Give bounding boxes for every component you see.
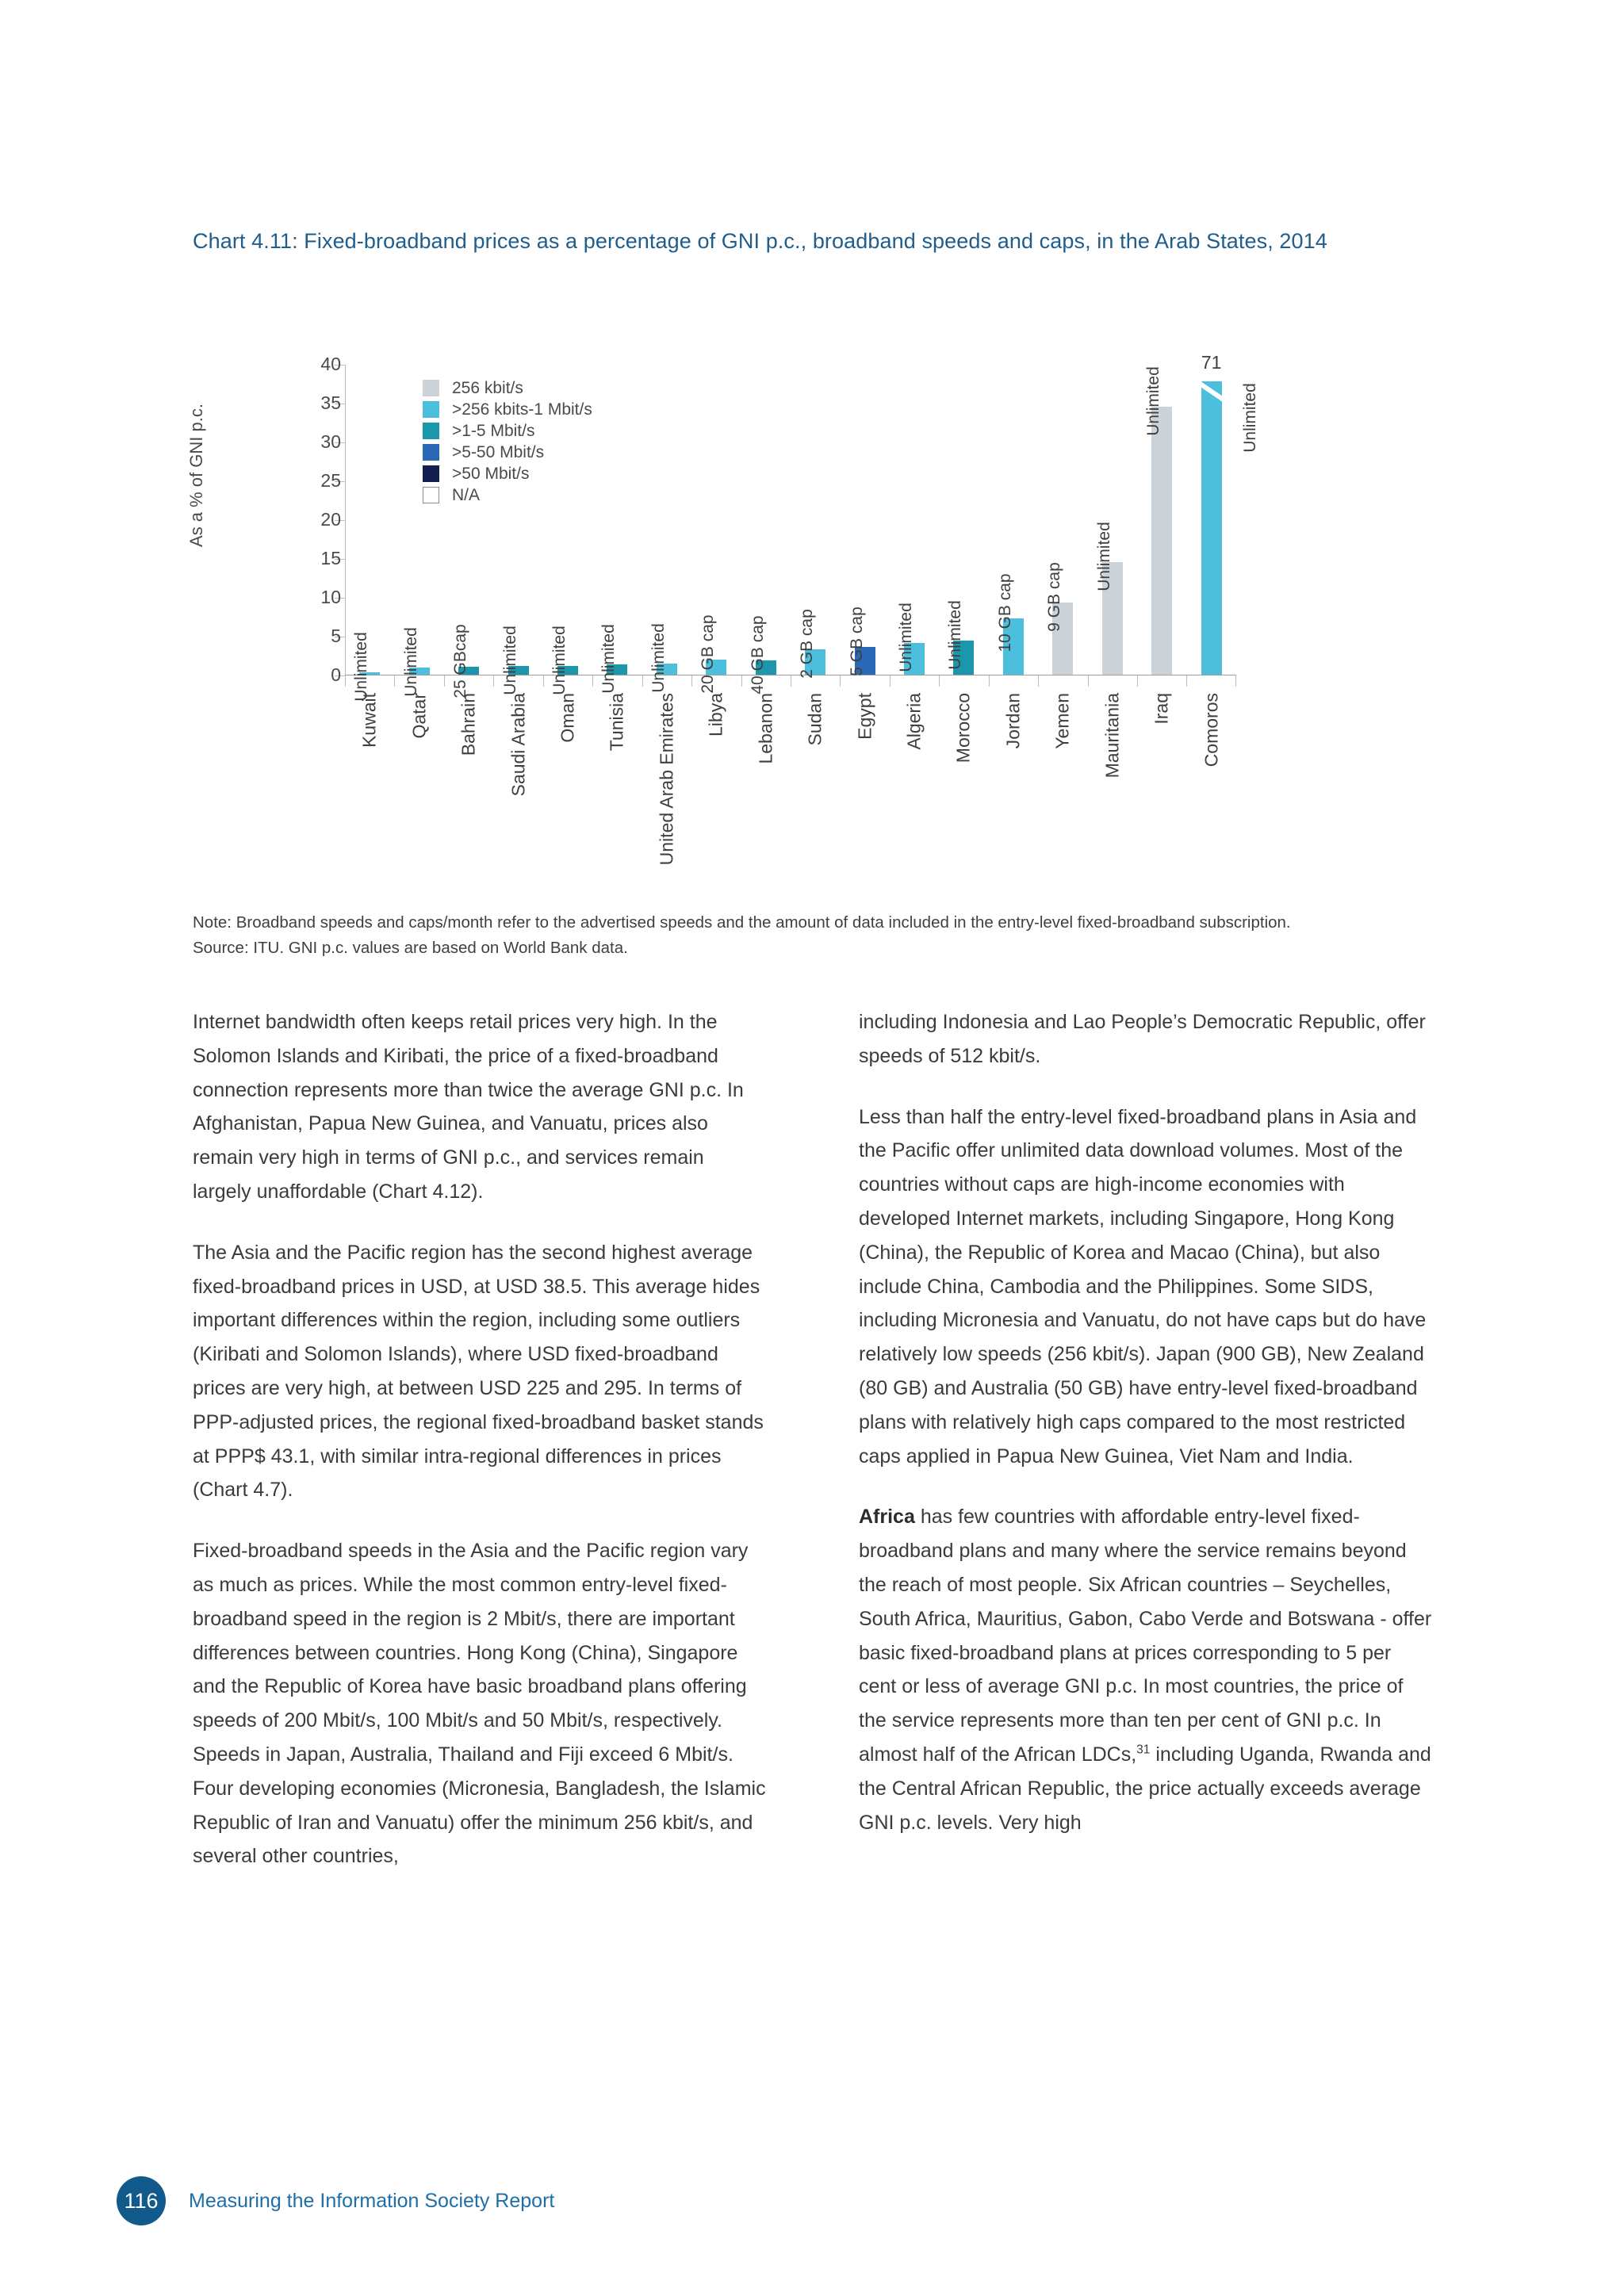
bar	[1201, 352, 1259, 675]
figure-notes	[193, 910, 1434, 961]
y-tick-label: 5	[331, 626, 341, 646]
bar	[897, 603, 925, 675]
legend-label: 256 kbit/s	[452, 378, 523, 397]
x-tick-mark	[691, 675, 741, 687]
x-axis-ticks	[345, 675, 1236, 687]
chart-figure	[186, 309, 1430, 896]
bar-cap-label: Unlimited	[352, 632, 371, 702]
bar-slot	[1038, 365, 1087, 675]
y-tick-label: 35	[320, 392, 341, 413]
paragraph: Less than half the entry-level fixed-broadband plans in Asia and the Pacific offer unlimited data download volumes. Most of the countries without caps are high-income economies with developed Internet markets, including Singapore, Hong Kong (China), the Republic of Korea and Macao (China), but also include China, Cambodia and the Philippines. Some SIDS, including Micronesia and Vanuatu, do not have caps but do have relatively low speeds (256 kbit/s). Japan (900 GB), New Zealand (80 GB) and Australia (50 GB) have entry-level fixed-broadband plans with relatively high caps compared to the most restricted caps applied in Papua New Guinea, Viet Nam and India.	[859, 1105, 1427, 1468]
x-tick-mark	[592, 675, 642, 687]
bar-cap-label: 25 GBcap	[451, 624, 470, 698]
figure-source: Source: ITU. GNI p.c. values are based on World Bank data.	[193, 939, 628, 957]
bar-cap-label: Unlimited	[500, 626, 519, 695]
x-label-cell	[691, 688, 741, 918]
bar-cap-label: Unlimited	[1240, 383, 1259, 453]
legend-label: >256 kbits-1 Mbit/s	[452, 400, 592, 419]
bar-cap-label: 9 GB cap	[1045, 562, 1064, 632]
x-label-cell	[1186, 688, 1235, 918]
bar-cap-label: 10 GB cap	[995, 573, 1014, 653]
legend-label: >50 Mbit/s	[452, 464, 530, 483]
x-label-cell	[592, 688, 642, 918]
bar-series	[345, 352, 1259, 702]
bar	[699, 614, 726, 695]
x-label-cell	[1038, 688, 1087, 918]
bar	[798, 608, 825, 679]
country-label: Qatar	[408, 693, 430, 739]
x-label-cell	[840, 688, 889, 918]
bar-slot	[345, 365, 394, 702]
bar-cap-label: Unlimited	[649, 623, 668, 694]
africa-lead-in: Africa	[859, 1506, 915, 1529]
y-tick-label: 10	[320, 587, 341, 607]
country-label: Morocco	[952, 693, 974, 763]
bar-slot	[691, 365, 741, 695]
bar-slot	[493, 365, 542, 695]
x-tick-mark	[989, 675, 1038, 687]
figure-note: Note: Broadband speeds and caps/month refer to the advertised speeds and the amount of data included in the entry-level fixed-broadband subscription.	[193, 913, 1291, 932]
x-label-cell	[642, 688, 691, 918]
bar-slot	[642, 365, 691, 694]
bar-slot	[394, 365, 443, 697]
country-label: Mauritania	[1101, 693, 1123, 779]
y-tick-label: 15	[320, 548, 341, 568]
bar-slot	[741, 365, 791, 695]
bar-cap-label: 5 GB cap	[847, 606, 866, 676]
country-label: Jordan	[1002, 693, 1024, 749]
x-label-cell	[394, 688, 443, 918]
x-tick-mark	[1038, 675, 1087, 687]
country-label: Bahrain	[458, 693, 479, 756]
y-tick-label: 20	[320, 509, 341, 530]
report-title: Measuring the Information Society Report	[189, 2189, 555, 2212]
legend-label: N/A	[452, 485, 481, 504]
body-column-right	[859, 1005, 1434, 1866]
country-label: Libya	[705, 693, 726, 737]
x-label-cell	[1137, 688, 1186, 918]
y-axis-title: As a % of GNI p.c.	[186, 404, 206, 547]
bar-cap-label: Unlimited	[897, 603, 916, 672]
bar	[599, 624, 627, 695]
bar-value-label: 71	[1201, 352, 1222, 373]
bar-slot	[939, 365, 988, 675]
country-label: United Arab Emirates	[656, 693, 677, 866]
bar-slot	[989, 365, 1038, 675]
bar-slot	[592, 365, 642, 695]
x-tick-mark	[394, 675, 443, 687]
x-tick-mark	[791, 675, 840, 687]
chart-caption: Chart 4.11: Fixed-broadband prices as a percentage of GNI p.c., broadband speeds and caps, in the Arab States, 2014	[193, 229, 1327, 253]
country-label: Kuwait	[358, 693, 380, 748]
x-label-cell	[543, 688, 592, 918]
page-number-badge: 116	[117, 2176, 166, 2225]
bar-cap-label: Unlimited	[401, 627, 420, 697]
x-tick-mark	[890, 675, 939, 687]
bar	[1094, 522, 1123, 675]
bar	[451, 624, 479, 698]
africa-text-b: including Uganda, Rwanda and the Central African Republic, the price actually exceeds average GNI p.c. levels. Very high	[859, 1743, 1431, 1834]
country-label: Oman	[557, 693, 578, 743]
paragraph: Internet bandwidth often keeps retail prices very high. In the Solomon Islands and Kiribati, the price of a fixed-broadband connection represents more than twice the average GNI p.c. In Afghanistan, Papua New Guinea, and Vanuatu, prices also remain very high in terms of GNI p.c., and services remain largely unaffordable (Chart 4.12).	[193, 1011, 744, 1203]
plot-area	[320, 352, 1259, 866]
bar-slot	[791, 365, 840, 679]
x-axis-labels	[345, 688, 1236, 918]
country-label: Yemen	[1051, 693, 1073, 749]
x-tick-mark	[444, 675, 493, 687]
africa-text-a: has few countries with affordable entry-level fixed-broadband plans and many where the service remains beyond the reach of most people. Six African countries – Seychelles, South Africa, Mauritius, Gabon, Cabo Verde and Botswana - offer basic fixed-broadband plans at prices corresponding to 5 per cent or less of average GNI p.c. In most countries, the price of the service represents more than ten per cent of GNI p.c. In almost half of the African LDCs,	[859, 1506, 1432, 1766]
bar	[946, 600, 974, 675]
legend-label: >5-50 Mbit/s	[452, 442, 545, 461]
x-tick-mark	[493, 675, 542, 687]
bar	[748, 615, 776, 695]
body-columns	[193, 1005, 1434, 2068]
bar-cap-label: Unlimited	[599, 624, 619, 695]
x-tick-mark	[741, 675, 791, 687]
x-tick-mark	[840, 675, 889, 687]
bar	[995, 573, 1024, 675]
page-footer	[117, 2176, 554, 2225]
bar	[1144, 366, 1172, 675]
paragraph: Fixed-broadband speeds in the Asia and the Pacific region vary as much as prices. While the most common entry-level fixed-broadband speed in the region is 2 Mbit/s, there are important differences between countries. Hong Kong (China), Singapore and the Republic of Korea have basic broadband plans offering speeds of 200 Mbit/s, 100 Mbit/s and 50 Mbit/s, respectively. Speeds in Japan, Australia, Thailand and Fiji exceed 6 Mbit/s. Four developing economies (Micronesia, Bangladesh, the Islamic Republic of Iran and Vanuatu) offer the minimum 256 kbit/s, and several other countries,	[193, 1540, 766, 1868]
country-label: Lebanon	[755, 693, 776, 764]
bar-slot	[444, 365, 493, 698]
bar-slot	[543, 365, 592, 695]
y-tick-label: 30	[320, 431, 341, 452]
x-tick-mark	[345, 675, 394, 687]
bar	[1045, 562, 1073, 675]
paragraph: including Indonesia and Lao People’s Democratic Republic, offer speeds of 512 kbit/s.	[859, 1011, 1426, 1067]
country-label: Egypt	[854, 693, 875, 740]
x-tick-mark	[939, 675, 988, 687]
paragraph-africa	[859, 1500, 1434, 1839]
x-tick-mark	[1137, 675, 1186, 687]
bar-slot	[890, 365, 939, 675]
y-tick-label: 40	[320, 354, 341, 374]
bar	[401, 627, 430, 697]
country-label: Sudan	[804, 693, 825, 746]
country-label: Iraq	[1151, 693, 1172, 725]
bar-cap-label: Unlimited	[946, 600, 965, 670]
x-tick-mark	[1186, 675, 1235, 687]
country-label: Comoros	[1201, 693, 1222, 767]
country-label: Saudi Arabia	[508, 693, 529, 797]
country-label: Algeria	[903, 693, 925, 750]
bar-slot	[1088, 365, 1137, 675]
country-label: Tunisia	[606, 693, 627, 752]
body-column-left	[193, 1005, 768, 1900]
x-tick-mark	[642, 675, 691, 687]
bar-cap-label: Unlimited	[1094, 522, 1113, 591]
bar-slot	[1137, 365, 1186, 675]
bar-slot	[840, 365, 889, 675]
x-label-cell	[741, 688, 791, 918]
bar	[649, 623, 677, 694]
x-tick-mark	[1088, 675, 1137, 687]
bar	[847, 606, 875, 676]
bar-cap-label: Unlimited	[550, 626, 569, 695]
x-label-cell	[444, 688, 493, 918]
x-label-cell	[345, 688, 394, 918]
x-label-cell	[989, 688, 1038, 918]
x-label-cell	[493, 688, 542, 918]
x-label-cell	[890, 688, 939, 918]
x-label-cell	[939, 688, 988, 918]
y-tick-label: 0	[331, 664, 341, 685]
bar-slot	[1186, 352, 1259, 675]
y-tick-label: 25	[320, 470, 341, 491]
x-label-cell	[791, 688, 840, 918]
x-label-cell	[1088, 688, 1137, 918]
legend-label: >1-5 Mbit/s	[452, 421, 535, 440]
paragraph: The Asia and the Pacific region has the second highest average fixed-broadband prices in USD, at USD 38.5. This average hides important differences within the region, including some outliers (Kiribati and Solomon Islands), where USD fixed-broadband prices are very high, at between USD 225 and 295. In terms of PPP-adjusted prices, the regional fixed-broadband basket stands at PPP$ 43.1, with similar intra-regional differences in prices (Chart 4.7).	[193, 1241, 764, 1502]
bar	[500, 626, 529, 695]
bar	[352, 632, 380, 702]
bar-cap-label: 40 GB cap	[748, 615, 767, 695]
x-tick-mark	[543, 675, 592, 687]
bar-cap-label: 2 GB cap	[798, 608, 817, 679]
bar-cap-label: Unlimited	[1144, 366, 1163, 436]
bar-cap-label: 20 GB cap	[699, 614, 718, 695]
bar	[550, 626, 578, 695]
footnote-marker: 31	[1136, 1743, 1151, 1757]
